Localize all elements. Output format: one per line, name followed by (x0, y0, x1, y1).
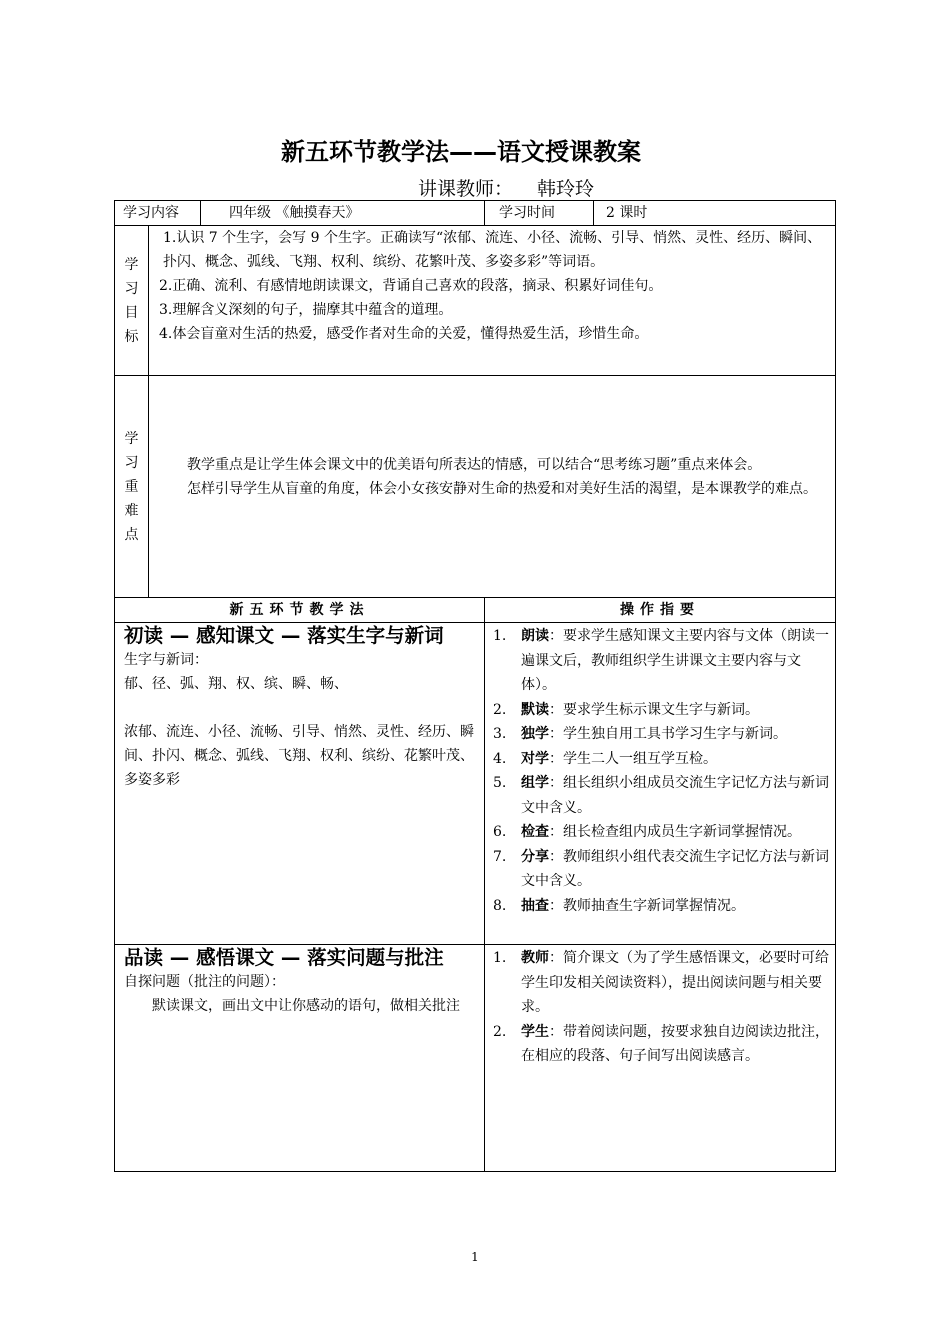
step-text: ：要求学生感知课文主要内容与文体（朗读一遍课文后，教师组织学生讲课文主要内容与文体）。 (521, 628, 829, 693)
step-number: 3. (493, 726, 507, 742)
step-number: 4. (493, 750, 507, 767)
section2-subtitle: 自探问题（批注的问题）： (124, 974, 285, 990)
page-number: 1 (471, 1250, 479, 1264)
step-number: 6. (493, 824, 507, 840)
step-term: 对学 (521, 750, 549, 767)
focus-paragraph: 教学重点是让学生体会课文中的优美语句所表达的情感，可以结合“思考练习题”重点来体会。 (187, 456, 762, 473)
focus-row (115, 376, 836, 598)
step-term: 朗读 (521, 628, 549, 644)
section1-left (115, 623, 485, 945)
focus-label-char: 点 (124, 526, 139, 543)
section1-title: 初读 — 感知课文 — 落实生字与新词 (124, 624, 444, 647)
step-item (485, 894, 835, 919)
step-term: 组学 (521, 775, 549, 791)
goals-row (115, 226, 836, 376)
section2-right (485, 945, 836, 1172)
step-number: 5. (493, 775, 507, 791)
teacher-line (418, 174, 594, 201)
step-term: 教师 (521, 950, 549, 966)
goals-label-char: 目 (124, 304, 139, 321)
section1-subtitle: 生字与新词： (124, 652, 208, 668)
section1-chars: 郁、径、弧、翔、权、缤、瞬、畅、 (124, 676, 348, 692)
step-text: ：要求学生标示课文生字与新词。 (549, 701, 759, 718)
method-header-right: 操作指要 (485, 598, 836, 623)
focus-content (149, 376, 836, 598)
section1-words: 浓郁、流连、小径、流畅、引导、悄然、灵性、经历、瞬间、扑闪、概念、弧线、飞翔、权利、缤纷、花繁叶茂、多姿多彩 (124, 724, 474, 788)
step-text: ：教师抽查生字新词掌握情况。 (549, 897, 745, 914)
focus-label-char: 重 (124, 478, 139, 495)
section1-steps (485, 624, 835, 918)
focus-paragraph: 怎样引导学生从盲童的角度，体会小女孩安静对生命的热爱和对美好生活的渴望，是本课教学的难点。 (187, 480, 817, 497)
goals-label-char: 学 (124, 256, 139, 273)
lesson-plan-table (114, 200, 836, 1172)
content-value: 四年级 《触摸春天》 (201, 201, 485, 226)
step-text: ：学生二人一组互学互检。 (549, 750, 717, 767)
section2-row (115, 945, 836, 1172)
step-item (485, 820, 835, 845)
goals-label-char: 标 (124, 328, 139, 345)
goals-label-char: 习 (124, 280, 139, 297)
method-header-left: 新五环节教学法 (115, 598, 485, 623)
time-value: 2 课时 (594, 201, 836, 226)
step-item (485, 845, 835, 894)
step-term: 分享 (521, 848, 549, 865)
document-title: 新五环节教学法——语文授课教案 (281, 138, 641, 166)
step-number: 2. (493, 701, 507, 718)
step-number: 7. (493, 848, 507, 865)
section2-left (115, 945, 485, 1172)
step-text: ：学生独自用工具书学习生字与新词。 (549, 726, 787, 742)
goals-label (115, 226, 149, 376)
goal-item: 4.体会盲童对生活的热爱，感受作者对生命的关爱，懂得热爱生活，珍惜生命。 (159, 326, 649, 342)
focus-label-char: 习 (124, 454, 139, 471)
step-number: 8. (493, 897, 507, 914)
step-text: ：简介课文（为了学生感悟课文，必要时可给学生印发相关阅读资料），提出阅读问题与相关要求。 (521, 950, 829, 1015)
goal-item: 1.认识 7 个生字，会写 9 个生字。正确读写“浓郁、流连、小径、流畅、引导、悄然、灵性、经历、瞬间、扑闪、概念、弧线、飞翔、权利、缤纷、花繁叶茂、多姿多彩”等词语。 (163, 230, 822, 270)
info-row (115, 201, 836, 226)
step-text: ：带着阅读问题，按要求独自边阅读边批注，在相应的段落、句子间写出阅读感言。 (521, 1023, 829, 1064)
step-item (485, 747, 835, 772)
focus-label (115, 376, 149, 598)
step-number: 1. (493, 950, 507, 966)
section1-right (485, 623, 836, 945)
step-text: ：组长检查组内成员生字新词掌握情况。 (549, 824, 801, 840)
step-item (485, 946, 835, 1020)
step-text: ：组长组织小组成员交流生字记忆方法与新词文中含义。 (521, 775, 829, 816)
focus-label-char: 难 (124, 502, 139, 519)
section2-title: 品读 — 感悟课文 — 落实问题与批注 (124, 946, 444, 969)
section2-task: 默读课文，画出文中让你感动的语句，做相关批注 (152, 998, 460, 1014)
step-item (485, 771, 835, 820)
step-item (485, 1020, 835, 1069)
goal-item: 3.理解含义深刻的句子，揣摩其中蕴含的道理。 (159, 302, 453, 318)
step-term: 学生 (521, 1023, 549, 1040)
step-term: 默读 (521, 701, 549, 718)
step-term: 抽查 (521, 897, 549, 914)
step-item (485, 722, 835, 747)
step-item (485, 624, 835, 698)
method-header-row (115, 598, 836, 623)
teacher-label: 讲课教师： (418, 178, 514, 200)
teacher-name: 韩玲玲 (537, 178, 595, 200)
step-number: 2. (493, 1023, 507, 1040)
section2-steps (485, 946, 835, 1069)
step-item (485, 698, 835, 723)
time-label: 学习时间 (485, 201, 594, 226)
content-label: 学习内容 (115, 201, 201, 226)
goals-content (149, 226, 836, 376)
step-term: 独学 (521, 726, 549, 742)
step-number: 1. (493, 628, 507, 644)
goal-item: 2.正确、流利、有感情地朗读课文，背诵自己喜欢的段落，摘录、积累好词佳句。 (159, 278, 663, 294)
section1-row (115, 623, 836, 945)
step-term: 检查 (521, 824, 549, 840)
focus-label-char: 学 (124, 430, 139, 447)
step-text: ：教师组织小组代表交流生字记忆方法与新词文中含义。 (521, 848, 829, 889)
